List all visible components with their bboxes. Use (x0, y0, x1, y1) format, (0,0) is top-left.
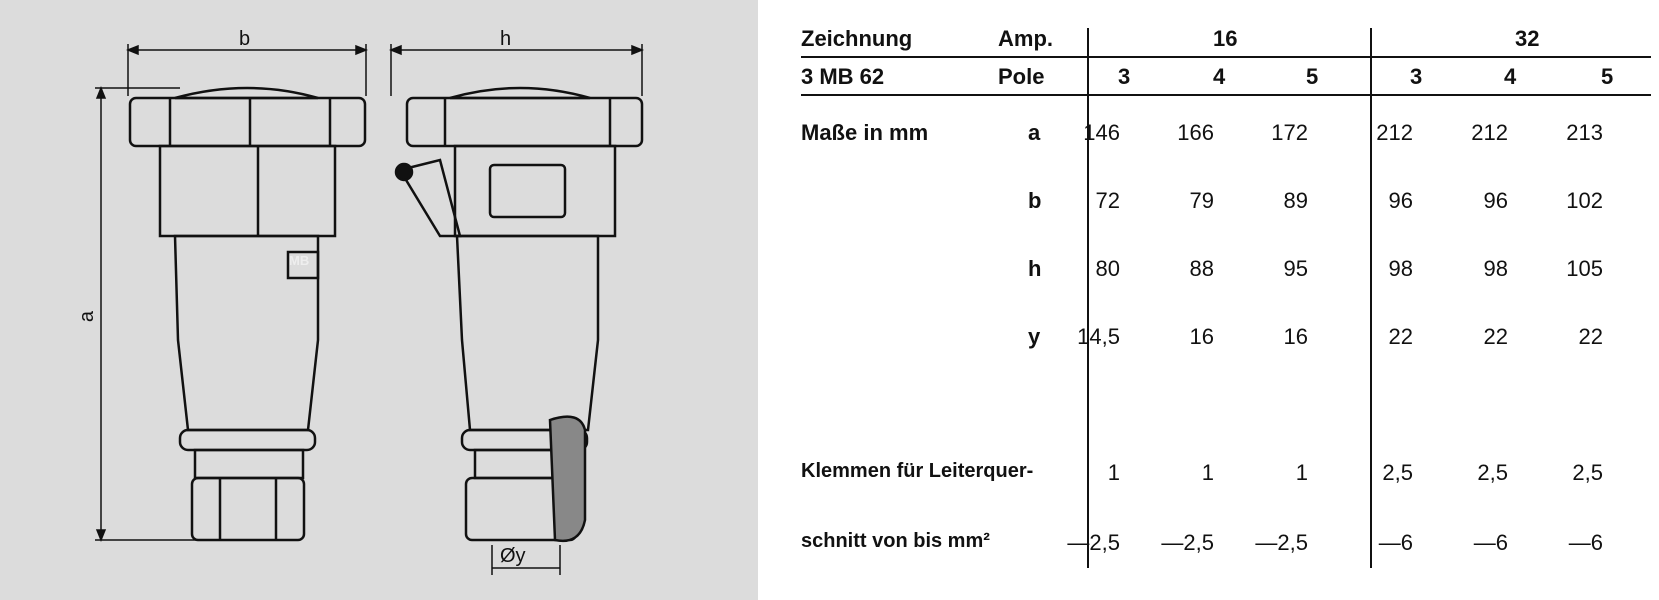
clamp-from: 1 (1107, 460, 1120, 485)
row-key-y: y (1028, 324, 1041, 349)
cell-y: 16 (1189, 324, 1214, 349)
cell-b: 102 (1566, 188, 1603, 213)
clamp-to: —6 (1378, 530, 1413, 555)
rule-amp (801, 56, 1651, 58)
clamp-from: 1 (1201, 460, 1214, 485)
cell-h: 98 (1483, 256, 1508, 281)
cell-a: 212 (1471, 120, 1508, 145)
header-amp-32: 32 (1515, 26, 1540, 51)
clamp-label-1: Klemmen für Leiterquer- (801, 460, 1034, 482)
dimension-a-line (95, 88, 200, 540)
dim-y-label: Øy (500, 545, 526, 567)
header-pole: 4 (1504, 64, 1517, 89)
cell-y: 22 (1483, 324, 1508, 349)
cell-a: 166 (1177, 120, 1214, 145)
cell-b: 79 (1189, 188, 1214, 213)
header-pole: 5 (1306, 64, 1319, 89)
rule-col-32 (1370, 28, 1372, 568)
row-key-h: h (1028, 256, 1042, 281)
header-drawing-number: 3 MB 62 (801, 64, 885, 89)
cell-h: 105 (1566, 256, 1603, 281)
cell-h: 88 (1189, 256, 1214, 281)
cell-y: 22 (1388, 324, 1413, 349)
dim-a-label: a (76, 310, 99, 323)
dimension-table (758, 0, 1659, 600)
clamp-label-2: schnitt von bis mm² (801, 530, 990, 552)
cell-a: 146 (1083, 120, 1120, 145)
dim-b-label: b (239, 28, 251, 50)
cell-a: 212 (1376, 120, 1413, 145)
cell-h: 98 (1388, 256, 1413, 281)
clamp-from: 2,5 (1477, 460, 1508, 485)
clamp-from: 1 (1295, 460, 1308, 485)
cell-h: 95 (1283, 256, 1308, 281)
clamp-to: —2,5 (1067, 530, 1120, 555)
cell-y: 14,5 (1077, 324, 1120, 349)
socket-front-view (130, 88, 365, 540)
mb-label: MB (289, 253, 310, 268)
row-key-b: b (1028, 188, 1042, 213)
rule-pole (801, 94, 1651, 96)
cell-h: 80 (1095, 256, 1120, 281)
header-amp-label: Amp. (998, 26, 1053, 51)
cell-a: 172 (1271, 120, 1308, 145)
cell-a: 213 (1566, 120, 1603, 145)
header-pole: 5 (1601, 64, 1614, 89)
clamp-to: —2,5 (1255, 530, 1308, 555)
header-pole-label: Pole (998, 64, 1045, 89)
technical-drawing (0, 0, 758, 600)
cell-b: 72 (1095, 188, 1120, 213)
clamp-from: 2,5 (1572, 460, 1603, 485)
cell-y: 22 (1578, 324, 1603, 349)
clamp-to: —6 (1473, 530, 1508, 555)
clamp-from: 2,5 (1382, 460, 1413, 485)
socket-side-view (396, 88, 642, 541)
header-pole: 3 (1410, 64, 1423, 89)
header-pole: 4 (1213, 64, 1226, 89)
cell-b: 96 (1388, 188, 1413, 213)
section-label: Maße in mm (801, 120, 929, 145)
header-amp-16: 16 (1213, 26, 1238, 51)
clamp-to: —6 (1568, 530, 1603, 555)
cell-y: 16 (1283, 324, 1308, 349)
clamp-to: —2,5 (1161, 530, 1214, 555)
row-key-a: a (1028, 120, 1041, 145)
dim-h-label: h (500, 28, 512, 50)
header-drawing-label: Zeichnung (801, 26, 913, 51)
cell-b: 96 (1483, 188, 1508, 213)
rule-col-16 (1087, 28, 1089, 568)
cell-b: 89 (1283, 188, 1308, 213)
socket-drawing-svg (0, 0, 758, 600)
header-pole: 3 (1118, 64, 1131, 89)
